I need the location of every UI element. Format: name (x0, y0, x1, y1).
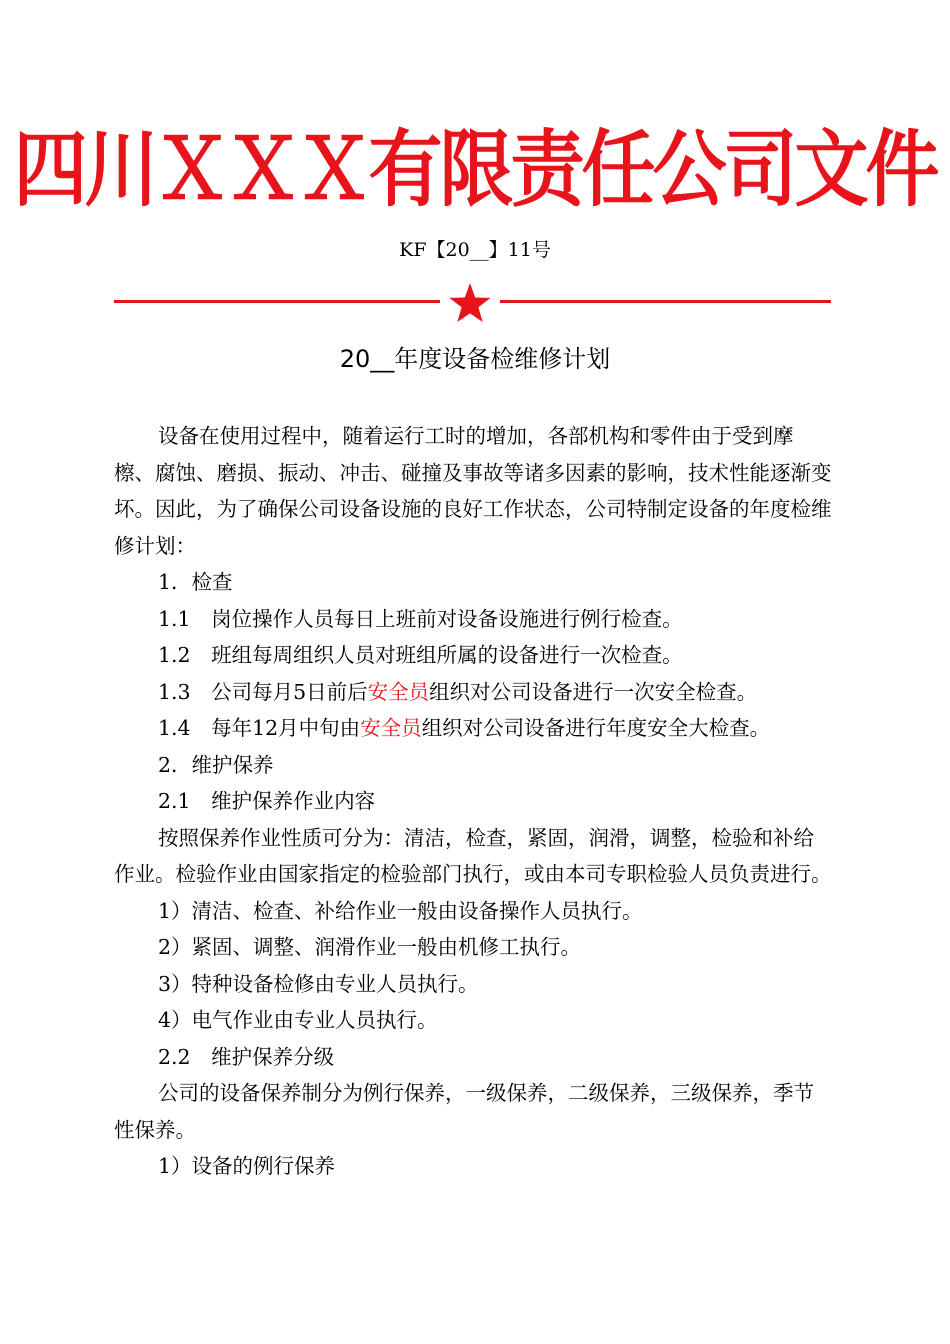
section-1-3-highlight: 安全员 (367, 679, 430, 704)
section-1-3-text-a: 1.3 公司每月5日前后 (158, 679, 368, 704)
section-1-3-text-b: 组织对公司设备进行一次安全检查。 (429, 679, 758, 704)
list-item: 1）设备的例行保养 (158, 1154, 336, 1178)
section-1-4 (114, 710, 834, 747)
list-item: 4）电气作业由专业人员执行。 (158, 1008, 438, 1032)
red-star-icon (448, 282, 492, 324)
document-title: 20__年度设备检维修计划 (339, 345, 611, 373)
red-rule-left (114, 300, 440, 303)
section-1-4-highlight: 安全员 (360, 716, 422, 740)
section-1-2: 1.2 班组每周组织人员对班组所属的设备进行一次检查。 (158, 643, 683, 667)
document-number: KF【20__】11号 (399, 239, 551, 261)
section-2-1-heading: 2.1 维护保养作业内容 (158, 789, 376, 813)
section-1-4-text-a: 1.4 每年12月中旬由 (158, 716, 361, 740)
section-1-1: 1.1 岗位操作人员每日上班前对设备设施进行例行检查。 (158, 606, 683, 631)
section-1-3 (114, 674, 834, 711)
section-1-4-text-b: 组织对公司设备进行年度安全大检查。 (421, 716, 771, 740)
list-item: 2）紧固、调整、润滑作业一般由机修工执行。 (158, 935, 582, 959)
intro-paragraph: 设备在使用过程中，随着运行工时的增加，各部机构和零件由于受到摩檫、腐蚀、磨损、振动、冲击、碰撞及事故等诸多因素的影响，技术性能逐渐变坏。因此，为了确保公司设备设施的良好工作状态，公司特制定设备的年度检维修计划： (114, 424, 832, 558)
document-masthead: 四川ＸＸＸ有限责任公司文件 (13, 122, 937, 219)
section-2-1-paragraph: 按照保养作业性质可分为：清洁，检查，紧固，润滑，调整，检验和补给作业。检验作业由国家指定的检验部门执行，或由本司专职检验人员负责进行。 (114, 825, 832, 886)
list-item: 3）特种设备检修由专业人员执行。 (158, 971, 479, 996)
section-1-heading: 1．检查 (158, 570, 233, 594)
list-item: 1）清洁、检查、补给作业一般由设备操作人员执行。 (158, 898, 643, 923)
section-2-2-paragraph: 公司的设备保养制分为例行保养，一级保养，二级保养，三级保养，季节性保养。 (114, 1081, 814, 1142)
document-body (114, 418, 834, 1185)
red-rule-right (500, 300, 831, 303)
section-2-2-heading: 2.2 维护保养分级 (158, 1044, 335, 1069)
section-2-heading: 2．维护保养 (158, 752, 274, 777)
